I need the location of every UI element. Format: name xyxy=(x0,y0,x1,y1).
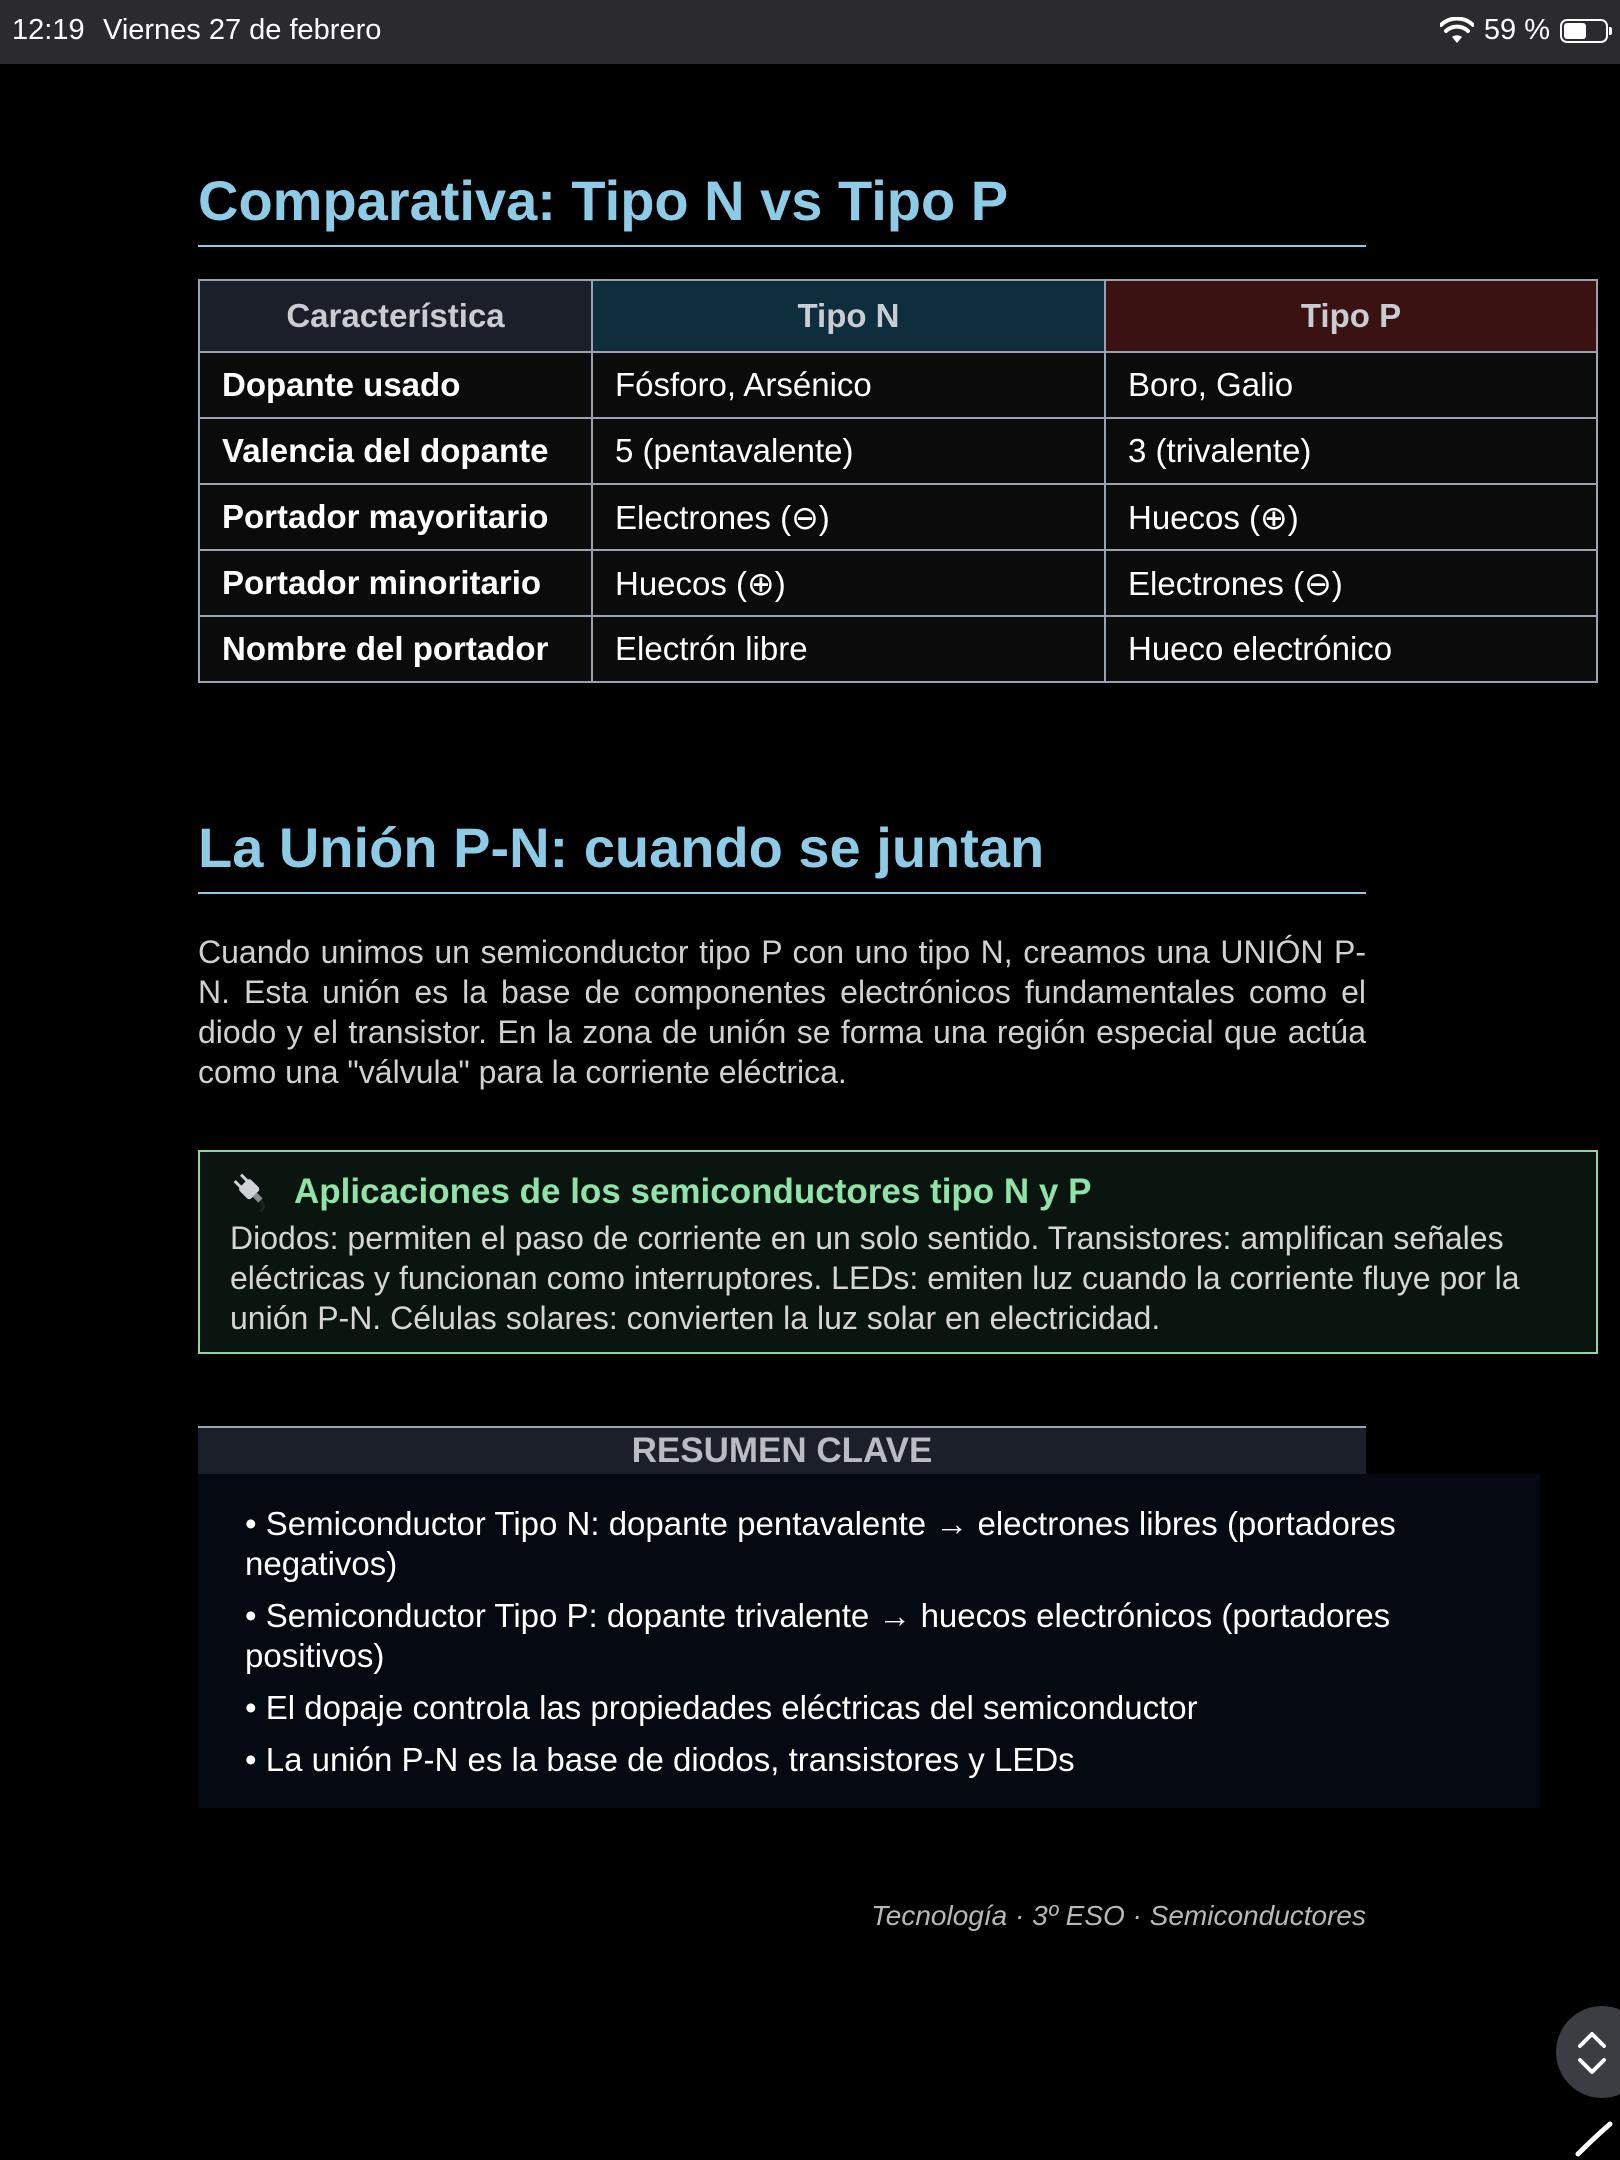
list-item: • La unión P-N es la base de diodos, transistores y LEDs xyxy=(245,1741,1075,1778)
cell-tipo-n: Fósforo, Arsénico xyxy=(592,352,1105,418)
page-footer: Tecnología · 3º ESO · Semiconductores xyxy=(871,1900,1366,1931)
cell-tipo-p: Hueco electrónico xyxy=(1105,616,1597,682)
cell-tipo-p: Huecos (⊕) xyxy=(1105,484,1597,550)
plug-icon xyxy=(230,1170,274,1214)
applications-box xyxy=(198,1150,1598,1354)
comparison-table xyxy=(198,279,1598,683)
cell-tipo-p: Boro, Galio xyxy=(1105,352,1597,418)
cell-tipo-p: 3 (trivalente) xyxy=(1105,418,1597,484)
battery-percent: 59 % xyxy=(1483,14,1550,46)
status-date: Viernes 27 de febrero xyxy=(103,14,382,46)
row-label: Portador minoritario xyxy=(199,550,592,616)
cell-tipo-n: Electrones (⊖) xyxy=(592,484,1105,550)
wifi-icon xyxy=(1440,17,1474,45)
summary-title: RESUMEN CLAVE xyxy=(198,1426,1366,1474)
battery-icon xyxy=(1560,19,1608,43)
page-content xyxy=(198,64,1540,1932)
table-row xyxy=(199,616,1597,682)
applications-title: Aplicaciones de los semiconductores tipo N y P xyxy=(294,1172,1092,1211)
table-header-row xyxy=(199,280,1597,352)
header-tipo-n: Tipo N xyxy=(592,280,1105,352)
cell-tipo-n: Huecos (⊕) xyxy=(592,550,1105,616)
row-label: Nombre del portador xyxy=(199,616,592,682)
union-paragraph: Cuando unimos un semiconductor tipo P con uno tipo N, creamos una UNIÓN P-N. Esta unión es la base de componentes electrónicos fundamentales como el diodo y el transistor. En la zona de unión se forma una región especial que actúa como una "válvula" para la corriente eléctrica. xyxy=(198,934,1366,1090)
table-row xyxy=(199,484,1597,550)
table-row xyxy=(199,352,1597,418)
cell-tipo-n: Electrón libre xyxy=(592,616,1105,682)
status-bar xyxy=(0,0,1620,64)
pencil-stroke-icon xyxy=(1574,2118,1614,2158)
row-label: Dopante usado xyxy=(199,352,592,418)
list-item: • El dopaje controla las propiedades eléctricas del semiconductor xyxy=(245,1689,1198,1726)
status-indicators xyxy=(1440,14,1608,47)
union-title: La Unión P-N: cuando se juntan xyxy=(198,815,1366,894)
applications-line: Diodos: permiten el paso de corriente en un solo sentido. Transistores: amplifican señales xyxy=(230,1220,1504,1256)
table-row xyxy=(199,550,1597,616)
scroll-button[interactable] xyxy=(1556,2006,1620,2098)
row-label: Valencia del dopante xyxy=(199,418,592,484)
applications-heading xyxy=(230,1170,1568,1214)
list-item: • Semiconductor Tipo P: dopante trivalente → huecos electrónicos (portadores positivos) xyxy=(245,1597,1391,1674)
cell-tipo-p: Electrones (⊖) xyxy=(1105,550,1597,616)
header-tipo-p: Tipo P xyxy=(1105,280,1597,352)
applications-line: eléctricas y funcionan como interruptores. LEDs: emiten luz cuando la corriente fluye por la xyxy=(230,1260,1520,1296)
list-item: • Semiconductor Tipo N: dopante pentavalente → electrones libres (portadores negativos) xyxy=(245,1505,1396,1582)
status-time: 12:19 xyxy=(12,14,85,46)
chevron-up-down-icon xyxy=(1576,2028,1608,2078)
table-row xyxy=(199,418,1597,484)
comparison-title: Comparativa: Tipo N vs Tipo P xyxy=(198,168,1366,247)
summary-list xyxy=(198,1474,1540,1808)
applications-line: unión P-N. Células solares: convierten la luz solar en electricidad. xyxy=(230,1300,1161,1336)
cell-tipo-n: 5 (pentavalente) xyxy=(592,418,1105,484)
row-label: Portador mayoritario xyxy=(199,484,592,550)
header-caracteristica: Característica xyxy=(199,280,592,352)
